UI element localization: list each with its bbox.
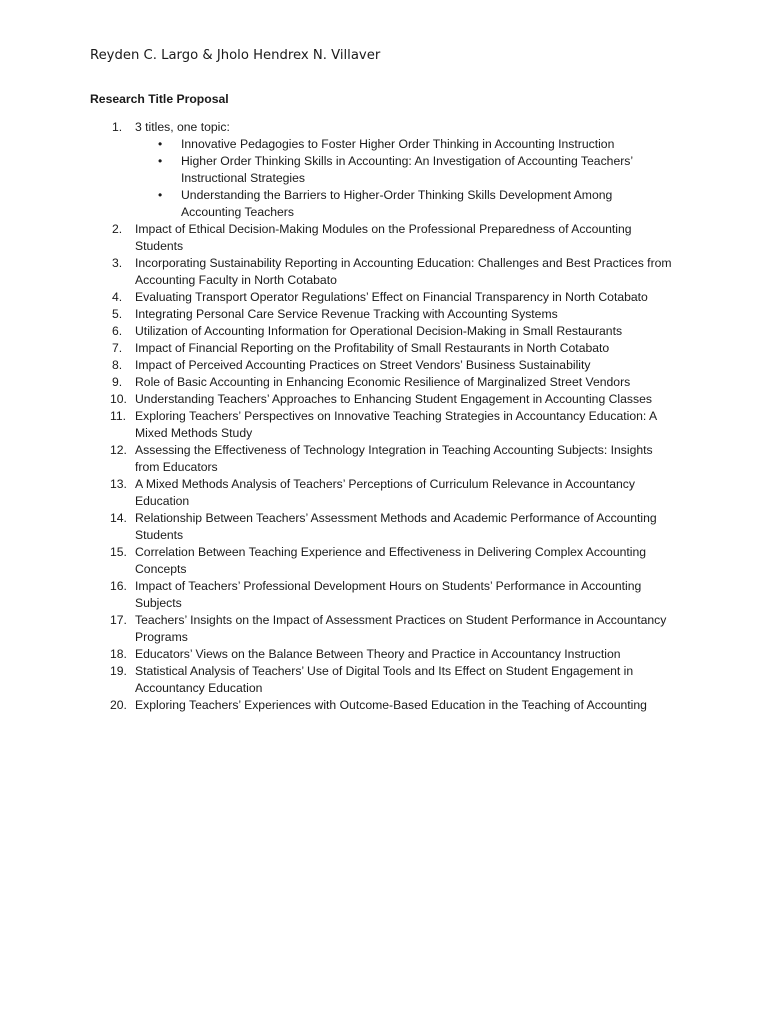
- sub-list-item: [135, 187, 651, 221]
- item-text: Assessing the Effectiveness of Technology Integration in Teaching Accounting Subjects: Insights from Educators: [135, 443, 653, 474]
- item-number: 9.: [112, 375, 123, 389]
- item-text: Impact of Ethical Decision-Making Modules on the Professional Preparedness of Accounting Students: [135, 222, 632, 253]
- bullet-icon: •: [158, 154, 163, 168]
- list-item: [0, 391, 680, 408]
- list-item: [0, 510, 680, 544]
- list-item: [0, 221, 680, 255]
- item-number: 8.: [112, 358, 123, 372]
- item-number: 18.: [110, 647, 127, 661]
- item-text: Impact of Financial Reporting on the Profitability of Small Restaurants in North Cotabato: [135, 341, 610, 355]
- list-item: [0, 663, 680, 697]
- item-text: Exploring Teachers’ Experiences with Outcome-Based Education in the Teaching of Accounting: [135, 698, 647, 712]
- item-number: 20.: [110, 698, 127, 712]
- item-number: 11.: [110, 409, 127, 423]
- item-number: 14.: [110, 511, 127, 525]
- item-number: 2.: [112, 222, 123, 236]
- item-number: 7.: [112, 341, 123, 355]
- document-title: Research Title Proposal: [90, 92, 229, 106]
- list-item: [0, 374, 680, 391]
- item-number: 13.: [110, 477, 127, 491]
- sub-item-text: Understanding the Barriers to Higher-Order Thinking Skills Development Among Accounting Teachers: [181, 188, 613, 219]
- proposal-list: [0, 119, 768, 714]
- sub-item-text: Higher Order Thinking Skills in Accounting: An Investigation of Accounting Teachers’ Instructional Strategies: [181, 154, 633, 185]
- item-number: 3.: [112, 256, 123, 270]
- list-item: [0, 442, 680, 476]
- list-item: [0, 255, 680, 289]
- item-number: 19.: [110, 664, 127, 678]
- item-text: Utilization of Accounting Information for Operational Decision-Making in Small Restaurants: [135, 324, 623, 338]
- item-text: Incorporating Sustainability Reporting in Accounting Education: Challenges and Best Practices from Accounting Faculty in North Cotabato: [135, 256, 672, 287]
- list-item: [0, 646, 680, 663]
- item-number: 1.: [112, 120, 123, 134]
- list-item: [0, 119, 680, 221]
- item-text: Correlation Between Teaching Experience and Effectiveness in Delivering Complex Accounting Concepts: [135, 545, 647, 576]
- item-number: 4.: [112, 290, 123, 304]
- list-item: [0, 340, 680, 357]
- item-text: Relationship Between Teachers’ Assessment Methods and Academic Performance of Accounting Students: [135, 511, 657, 542]
- item-text: Educators’ Views on the Balance Between Theory and Practice in Accountancy Instruction: [135, 647, 621, 661]
- item-number: 6.: [112, 324, 123, 338]
- sub-list: [135, 136, 680, 221]
- bullet-icon: •: [158, 137, 163, 151]
- item-text: Teachers’ Insights on the Impact of Assessment Practices on Student Performance in Accountancy Programs: [135, 613, 667, 644]
- item-text: Statistical Analysis of Teachers’ Use of Digital Tools and Its Effect on Student Engagement in Accountancy Education: [135, 664, 634, 695]
- list-item: [0, 612, 680, 646]
- list-item: [0, 578, 680, 612]
- list-item: [0, 476, 680, 510]
- list-item: [0, 544, 680, 578]
- item-text: A Mixed Methods Analysis of Teachers’ Perceptions of Curriculum Relevance in Accountancy Education: [135, 477, 635, 508]
- sub-list-item: [135, 136, 651, 153]
- list-item: [0, 306, 680, 323]
- list-item: [0, 357, 680, 374]
- author-line: Reyden C. Largo & Jholo Hendrex N. Villaver: [90, 48, 381, 63]
- item-number: 17.: [110, 613, 127, 627]
- item-text: Impact of Perceived Accounting Practices on Street Vendors’ Business Sustainability: [135, 358, 591, 372]
- item-number: 5.: [112, 307, 123, 321]
- item-number: 15.: [110, 545, 127, 559]
- item-number: 16.: [110, 579, 127, 593]
- item-text: Role of Basic Accounting in Enhancing Economic Resilience of Marginalized Street Vendors: [135, 375, 631, 389]
- list-item: [0, 408, 680, 442]
- sub-list-item: [135, 153, 651, 187]
- list-item: [0, 323, 680, 340]
- item-number: 10.: [110, 392, 127, 406]
- list-item: [0, 697, 680, 714]
- item-text: 3 titles, one topic:: [135, 120, 230, 134]
- item-number: 12.: [110, 443, 127, 457]
- item-text: Impact of Teachers’ Professional Development Hours on Students’ Performance in Accounting Subjects: [135, 579, 642, 610]
- item-text: Understanding Teachers’ Approaches to Enhancing Student Engagement in Accounting Classes: [135, 392, 652, 406]
- sub-item-text: Innovative Pedagogies to Foster Higher Order Thinking in Accounting Instruction: [181, 137, 615, 151]
- item-text: Integrating Personal Care Service Revenue Tracking with Accounting Systems: [135, 307, 558, 321]
- item-text: Exploring Teachers’ Perspectives on Innovative Teaching Strategies in Accountancy Education: A Mixed Methods Study: [135, 409, 657, 440]
- bullet-icon: •: [158, 188, 163, 202]
- item-text: Evaluating Transport Operator Regulations’ Effect on Financial Transparency in North Cotabato: [135, 290, 648, 304]
- list-item: [0, 289, 680, 306]
